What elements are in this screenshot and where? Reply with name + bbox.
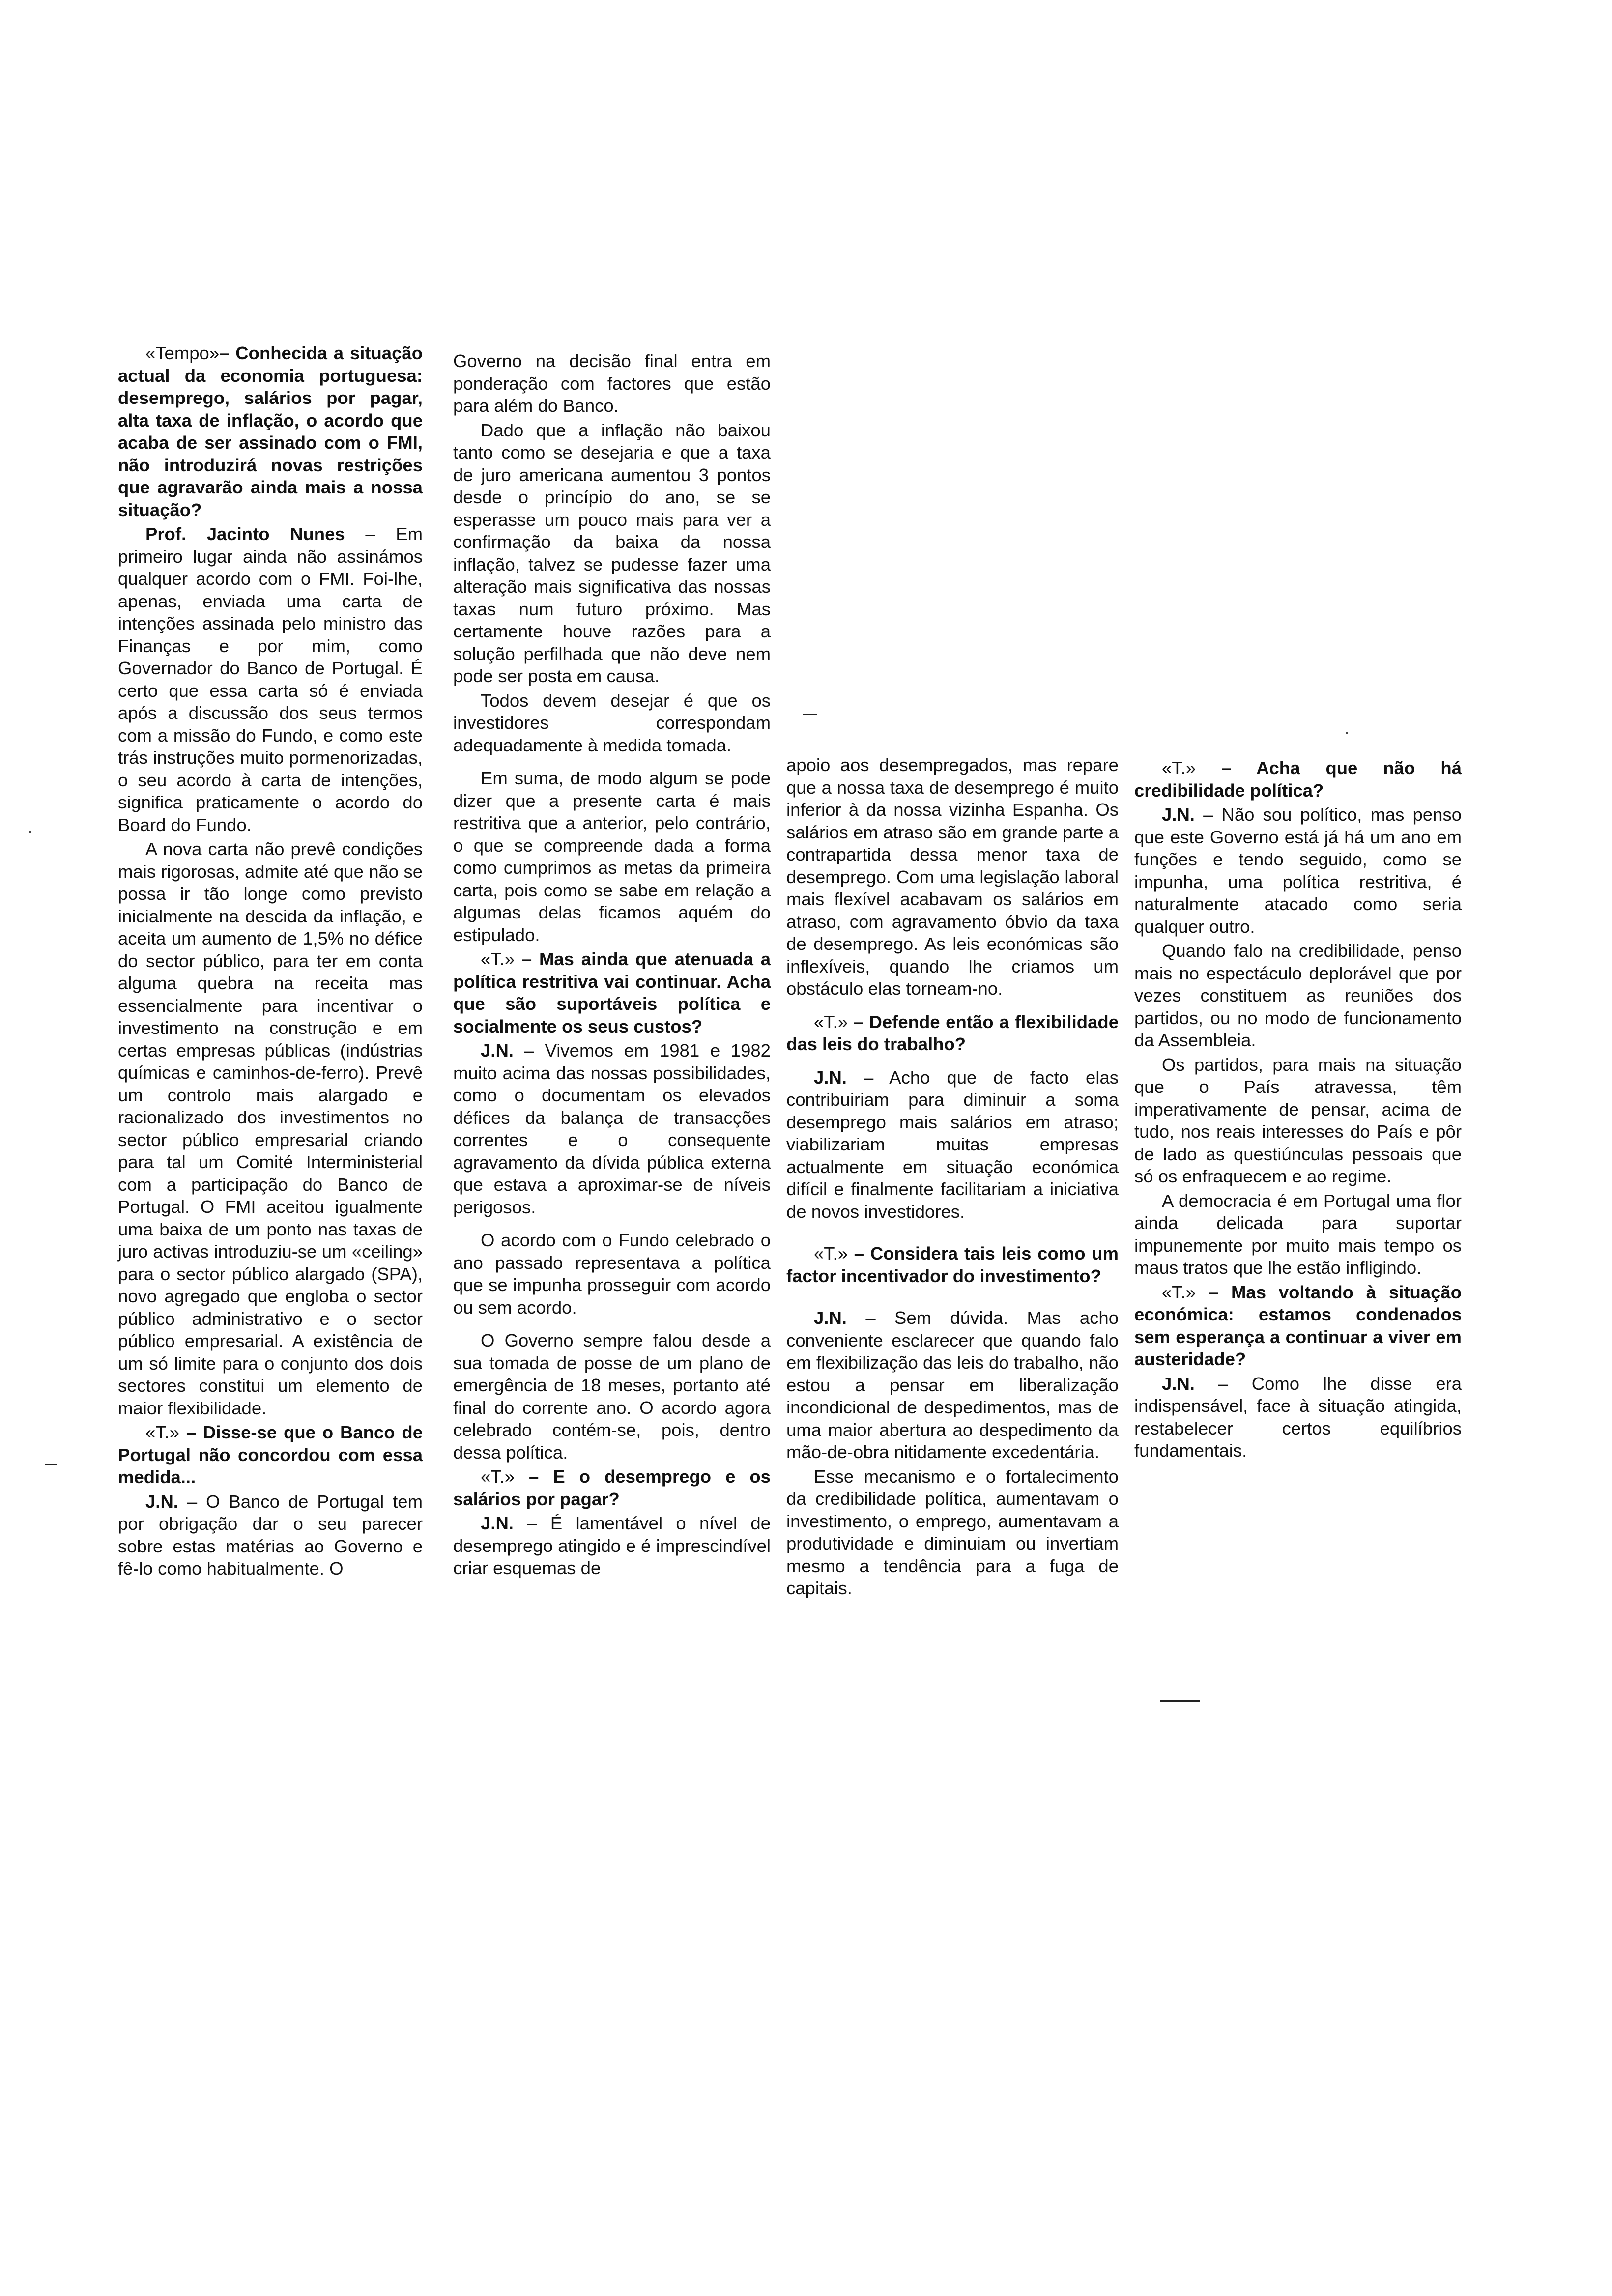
answer-text: – Em primeiro lugar ainda não assinámos qualquer acordo com o FMI. Foi-lhe, apenas, enviada uma carta de intenções assinada pelo ministro das Finanças e por mim, como Governador do Banco de Portugal. É certo que essa carta só é enviada após a discussão dos seus termos com a missão do Fundo, e como este trás instruções muito pormenorizadas, o seu acordo à carta de intenções, significa praticamente o acordo do Board do Fundo. (118, 524, 423, 835)
answer-paragraph (786, 1307, 1119, 1464)
body-paragraph: Esse mecanismo e o fortalecimento da credibilidade política, aumentavam o investimento, o emprego, aumentavam a produtividade e diminuiam ou invertiam mesmo a tendência para a fuga de capitais. (786, 1466, 1119, 1598)
answer-paragraph (453, 1039, 771, 1218)
question-label: «Tempo» (145, 343, 220, 363)
body-paragraph: Dado que a inflação não baixou tanto como se desejaria e que a taxa de juro americana aumentou 3 pontos desde o princípio do ano, se se esperasse um pouco mais para ver a confirmação da baixa da nossa inflação, talvez se pudesse fazer uma alteração mais significativa das nossas taxas num futuro próximo. Mas certamente houve razões para a solução perfilhada que não deve nem pode ser posta em causa. (453, 420, 771, 686)
scan-speck (29, 831, 31, 833)
speaker-label: J.N. (481, 1513, 514, 1533)
question-text: – Defende então a flexibilidade das leis do trabalho? (786, 1011, 1119, 1054)
question-label: «T.» (814, 1011, 848, 1032)
question-paragraph (118, 342, 423, 521)
answer-text: – Não sou político, mas penso que este Governo está já há um ano em funções e tendo seguido, como se impunha, uma política restritiva, é naturalmente atacado como seria qualquer outro. (1134, 804, 1462, 937)
question-label: «T.» (1162, 1282, 1196, 1302)
speaker-label: J.N. (814, 1308, 847, 1328)
question-text: – E o desemprego e os salários por pagar? (453, 1466, 771, 1509)
end-of-article-rule (1160, 1700, 1200, 1702)
article-column-1 (118, 342, 423, 1582)
answer-paragraph (786, 1066, 1119, 1223)
question-paragraph (1134, 1281, 1462, 1371)
answer-text: – É lamentável o nível de desemprego atingido e é imprescindível criar esquemas de (453, 1513, 771, 1578)
margin-mark (45, 1464, 57, 1465)
speaker-label: J.N. (481, 1040, 514, 1061)
answer-paragraph (1134, 804, 1462, 938)
body-paragraph: Quando falo na credibilidade, penso mais no espectáculo deplorável que por vezes constituem as reuniões dos partidos, ou no modo de funcionamento da Assembleia. (1134, 941, 1462, 1050)
speaker-label: J.N. (1162, 1373, 1195, 1394)
answer-paragraph (118, 523, 423, 836)
body-paragraph: A democracia é em Portugal uma flor ainda delicada para suportar impunemente por muito mais tempo os maus tratos que lhe estão infligindo. (1134, 1190, 1462, 1278)
question-label: «T.» (481, 949, 515, 969)
question-paragraph (786, 1242, 1119, 1287)
question-paragraph (786, 1011, 1119, 1056)
answer-text: – Acho que de facto elas contribuiriam para diminuir a soma desemprego mais salários em atraso; viabilizariam muitas empresas actualmente em situação económica difícil e finalmente facilitariam a iniciativa de novos investidores. (786, 1067, 1119, 1222)
answer-text: – Como lhe disse era indispensável, face à situação atingida, restabelecer certos equilíbrios fundamentais. (1134, 1373, 1462, 1461)
speaker-label: J.N. (1162, 804, 1195, 825)
question-paragraph (118, 1421, 423, 1489)
question-text: – Conhecida a situação actual da economia portuguesa: desemprego, salários por pagar, alta taxa de inflação, o acordo que acaba de ser assinado com o FMI, não introduzirá novas restrições que agravarão ainda mais a nossa situação? (118, 343, 423, 520)
question-text: – Disse-se que o Banco de Portugal não concordou com essa medida... (118, 1422, 423, 1487)
article-column-3 (786, 754, 1119, 1602)
question-label: «T.» (814, 1243, 848, 1263)
question-label: «T.» (481, 1466, 515, 1487)
scan-speck (1346, 732, 1348, 734)
answer-paragraph (1134, 1373, 1462, 1462)
question-label: «T.» (1162, 758, 1196, 778)
answer-paragraph (453, 1512, 771, 1579)
body-paragraph: O acordo com o Fundo celebrado o ano passado representava a política que se impunha prosseguir com acordo ou sem acordo. (453, 1230, 771, 1318)
body-paragraph: A nova carta não prevê condições mais rigorosas, admite até que não se possa ir tão longe como previsto inicialmente na descida da inflação, e aceita um aumento de 1,5% no défice do sector público, para ter em conta alguma quebra na receita mas essencialmente para incentivar o investimento na construção e em certas empresas públicas (indústrias químicas e caminhos-de-ferro). Prevê um controlo mais alargado e racionalizado dos investimentos no sector público empresarial criando para tal um Comité Interministerial com a participação do Banco de Portugal. O FMI aceitou igualmente uma baixa de um ponto nas taxas de juro activas introduziu-se um «ceiling» para o sector público alargado (SPA), novo agregado que engloba o sector público administrativo e o sector público empresarial. A existência de um só limite para o conjunto dos dois sectores constitui um elemento de maior flexibilidade. (118, 839, 423, 1418)
question-text: – Mas voltando à situação económica: estamos condenados sem esperança a continuar a viver em austeridade? (1134, 1282, 1462, 1369)
body-paragraph: Todos devem desejar é que os investidores correspondam adequadamente à medida tomada. (453, 690, 771, 755)
question-paragraph (453, 948, 771, 1037)
question-text: – Acha que não há credibilidade política? (1134, 758, 1462, 801)
margin-mark (803, 714, 817, 715)
speaker-label: Prof. Jacinto Nunes (145, 524, 345, 544)
question-text: – Mas ainda que atenuada a política restritiva vai continuar. Acha que são suportáveis política e socialmente os seus custos? (453, 949, 771, 1036)
question-text: – Considera tais leis como um factor incentivador do investimento? (786, 1243, 1119, 1286)
body-paragraph: Governo na decisão final entra em ponderação com factores que estão para além do Banco. (453, 351, 771, 416)
answer-paragraph (118, 1491, 423, 1580)
body-paragraph: Em suma, de modo algum se pode dizer que a presente carta é mais restritiva que a anterior, pelo contrário, o que se compreende dada a forma como cumprimos as metas da primeira carta, pois como se sabe em relação a algumas delas ficamos aquém do estipulado. (453, 768, 771, 945)
speaker-label: J.N. (814, 1067, 847, 1088)
question-paragraph (1134, 757, 1462, 802)
body-paragraph: apoio aos desempregados, mas repare que a nossa taxa de desemprego é muito inferior à da nossa vizinha Espanha. Os salários em atraso são em grande parte a contrapartida dessa menor taxa de desemprego. Com uma legislação laboral mais flexível acabavam os salários em atraso, com agravamento óbvio da taxa de desemprego. As leis económicas são inflexíveis, quando lhe criamos um obstáculo elas torneam-no. (786, 755, 1119, 999)
answer-text: – Vivemos em 1981 e 1982 muito acima das nossas possibilidades, como o documentam os elevados défices da balança de transacções correntes e o consequente agravamento da dívida pública externa que estava a aproximar-se de níveis perigosos. (453, 1040, 771, 1217)
body-paragraph: O Governo sempre falou desde a sua tomada de posse de um plano de emergência de 18 meses, portanto até final do corrente ano. O acordo agora celebrado contém-se, pois, dentro dessa política. (453, 1330, 771, 1463)
answer-text: – Sem dúvida. Mas acho conveniente esclarecer que quando falo em flexibilização das leis do trabalho, não estou a pensar em liberalização incondicional de despedimentos, mas de uma maior abertura ao despedimento da mão-de-obra nitidamente excedentária. (786, 1308, 1119, 1462)
article-column-4 (1134, 757, 1462, 1464)
body-paragraph: Os partidos, para mais na situação que o País atravessa, têm imperativamente de pensar, acima de tudo, nos reais interesses do País e pôr de lado as questiúnculas pessoais que só os enfraquecem e ao regime. (1134, 1054, 1462, 1186)
question-label: «T.» (145, 1422, 179, 1442)
answer-text: – O Banco de Portugal tem por obrigação dar o seu parecer sobre estas matérias ao Governo e fê-lo como habitualmente. O (118, 1491, 423, 1578)
speaker-label: J.N. (145, 1491, 178, 1512)
article-column-2 (453, 350, 771, 1581)
question-paragraph (453, 1465, 771, 1510)
